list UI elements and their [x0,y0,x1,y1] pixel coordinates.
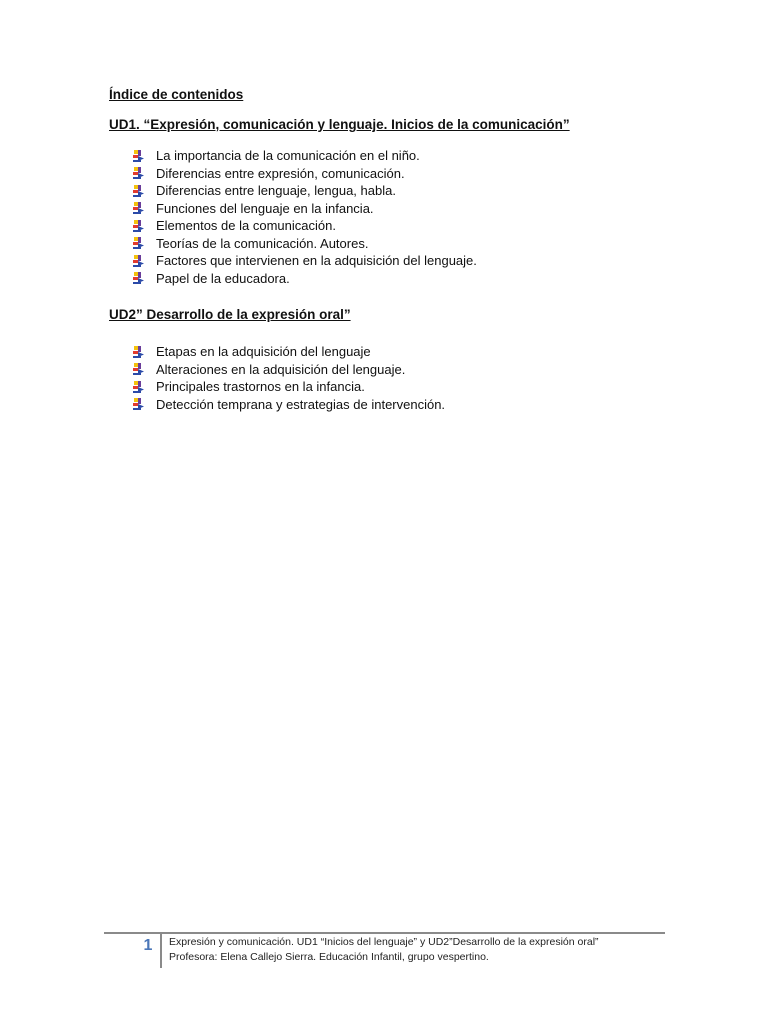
list-item [132,235,477,253]
colored-arrow-bullet-icon [132,345,146,359]
list-item [132,182,477,200]
list-item [132,396,445,414]
list-item [132,147,477,165]
index-title: Índice de contenidos [109,87,244,102]
colored-arrow-bullet-icon [132,184,146,198]
list-item-text: Funciones del lenguaje en la infancia. [156,200,374,216]
list-item-text: Factores que intervienen en la adquisición del lenguaje. [156,253,477,268]
list-item [132,217,477,235]
page-number: 1 [143,937,153,954]
list-item-text: Teorías de la comunicación. Autores. [156,235,369,251]
colored-arrow-bullet-icon [132,271,146,285]
colored-arrow-bullet-icon [132,166,146,180]
footer-line-2: Profesora: Elena Callejo Sierra. Educación Infantil, grupo vespertino. [169,951,489,963]
colored-arrow-bullet-icon [132,219,146,233]
footer-line-1: Expresión y comunicación. UD1 “Inicios del lenguaje” y UD2”Desarrollo de la expresión oral” [169,936,599,948]
list-item [132,200,477,218]
list-item-text: Principales trastornos en la infancia. [156,379,365,394]
colored-arrow-bullet-icon [132,201,146,215]
list-item-text: Etapas en la adquisición del lenguaje [156,344,371,359]
list-item-text: Diferencias entre lenguaje, lengua, habla. [156,183,396,198]
footer-text [169,935,599,965]
colored-arrow-bullet-icon [132,397,146,411]
list-item [132,343,445,361]
footer-divider [160,934,162,968]
footer-rule [104,932,665,934]
list-item-text: Detección temprana y estrategias de intervención. [156,396,446,412]
list-item-text: La importancia de la comunicación en el niño. [156,148,420,163]
ud1-list [132,147,477,287]
ud2-list [132,343,445,413]
list-item [132,361,445,379]
list-item [132,270,477,288]
colored-arrow-bullet-icon [132,254,146,268]
list-item-text: Elementos de la comunicación. [156,218,336,233]
list-item [132,165,477,183]
list-item-text: Papel de la educadora. [156,270,290,286]
ud2-title: UD2” Desarrollo de la expresión oral” [109,307,351,322]
colored-arrow-bullet-icon [132,149,146,163]
colored-arrow-bullet-icon [132,380,146,394]
list-item [132,252,477,270]
colored-arrow-bullet-icon [132,236,146,250]
list-item-text: Diferencias entre expresión, comunicación. [156,165,405,181]
colored-arrow-bullet-icon [132,362,146,376]
list-item-text: Alteraciones en la adquisición del lenguaje. [156,361,406,377]
ud1-title: UD1. “Expresión, comunicación y lenguaje. Inicios de la comunicación” [109,117,570,132]
list-item [132,378,445,396]
